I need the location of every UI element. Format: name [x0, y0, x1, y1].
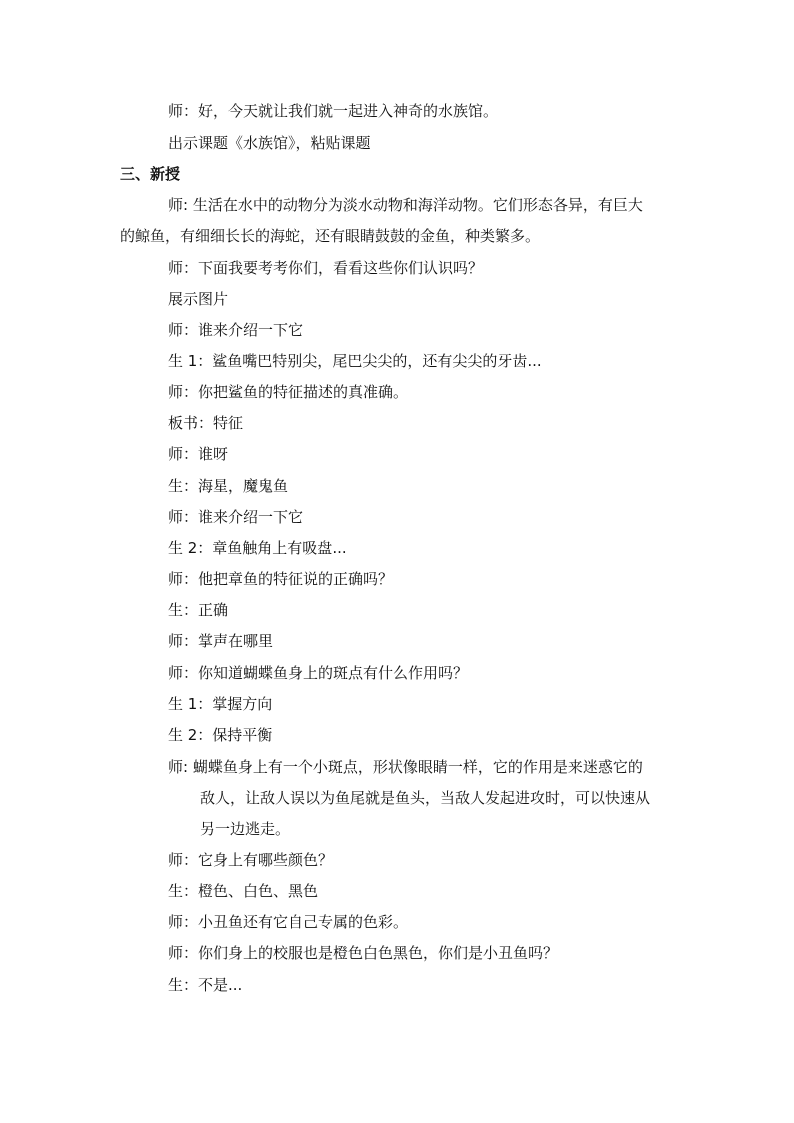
text-line: 生：橙色、白色、黑色	[168, 882, 319, 900]
text-line: 展示图片	[168, 290, 229, 308]
text-line: 师：谁来介绍一下它	[168, 508, 304, 526]
text-line: 师：你把鲨鱼的特征描述的真准确。	[168, 383, 409, 401]
text-line: 的鲸鱼，有细细长长的海蛇，还有眼睛鼓鼓的金鱼，种类繁多。	[120, 227, 541, 245]
text-line: 生 2：章鱼触角上有吸盘...	[168, 539, 347, 557]
text-line: 生：不是...	[168, 976, 243, 994]
text-line: 板书：特征	[168, 414, 244, 432]
text-line: 敌人，让敌人误以为鱼尾就是鱼头，当敌人发起进攻时，可以快速从	[200, 789, 651, 807]
text-line: 师：好，今天就让我们就一起进入神奇的水族馆。	[168, 102, 499, 120]
text-line: 师: 蝴蝶鱼身上有一个小斑点，形状像眼睛一样，它的作用是来迷惑它的	[168, 758, 643, 776]
section-heading: 三、新授	[120, 165, 181, 183]
text-line: 师：掌声在哪里	[168, 632, 274, 650]
text-line: 生 1：鲨鱼嘴巴特别尖，尾巴尖尖的，还有尖尖的牙齿...	[168, 352, 542, 370]
text-line: 师: 生活在水中的动物分为淡水动物和海洋动物。它们形态各异，有巨大	[168, 196, 643, 214]
text-line: 师：它身上有哪些颜色？	[168, 851, 334, 869]
text-line: 师：他把章鱼的特征说的正确吗？	[168, 570, 394, 588]
text-line: 生 1：掌握方向	[168, 695, 273, 713]
text-line: 师：你们身上的校服也是橙色白色黑色，你们是小丑鱼吗？	[168, 944, 559, 962]
text-line: 生 2：保持平衡	[168, 726, 273, 744]
text-line: 师：谁呀	[168, 445, 229, 463]
text-line: 另一边逃走。	[200, 820, 291, 838]
text-line: 师：谁来介绍一下它	[168, 321, 304, 339]
text-line: 师：小丑鱼还有它自己专属的色彩。	[168, 913, 409, 931]
text-line: 生：海星，魔鬼鱼	[168, 477, 289, 495]
text-line: 生：正确	[168, 601, 229, 619]
text-line: 师：下面我要考考你们，看看这些你们认识吗？	[168, 259, 484, 277]
text-line: 师：你知道蝴蝶鱼身上的斑点有什么作用吗？	[168, 664, 469, 682]
text-line: 出示课题《水族馆》，粘贴课题	[168, 134, 371, 152]
